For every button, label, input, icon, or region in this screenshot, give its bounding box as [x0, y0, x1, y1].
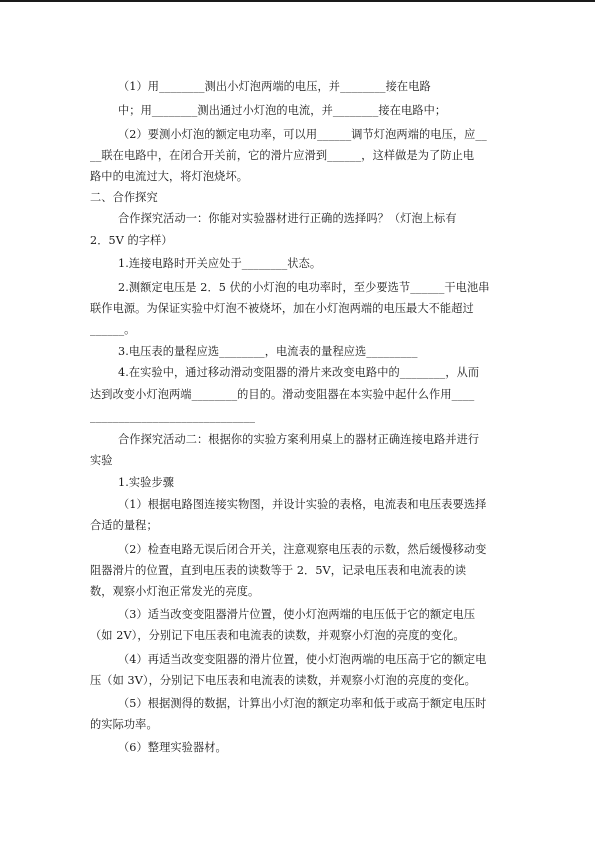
text-line: 数，观察小灯泡正常发光的亮度。	[90, 585, 260, 598]
text-line: （1）用________测出小灯泡两端的电压，并________接在电路	[118, 80, 431, 93]
text-line: （3）适当改变变阻器滑片位置，使小灯泡两端的电压低于它的额定电压	[118, 608, 476, 621]
text-line: 1.连接电路时开关应处于________状态。	[118, 257, 322, 270]
text-line: 联作电源。为保证实验中灯泡不被烧坏，加在小灯泡两端的电压最大不能超过	[90, 302, 474, 315]
text-line: （6）整理实验器材。	[118, 741, 227, 754]
text-line: （2）检查电路无误后闭合开关，注意观察电压表的示数，然后缓慢移动变	[118, 543, 487, 556]
text-line: ______。	[90, 323, 136, 336]
text-line: 2.测额定电压是 2．5 伏的小灯泡的电功率时，至少要选节______干电池串	[118, 281, 490, 294]
text-line: （1）根据电路图连接实物图，并设计实验的表格，电流表和电压表要选择	[118, 498, 487, 511]
text-line: 合作探究活动一：你能对实验器材进行正确的选择吗？（灯泡上标有	[118, 212, 457, 225]
text-line: 压（如 3V），分别记下电压表和电流表的读数，并观察小灯泡的亮度的变化。	[90, 674, 476, 687]
text-line: 阻器滑片的位置，直到电压表的读数等于 2．5V，记录电压表和电流表的读	[90, 564, 467, 577]
text-line: 3.电压表的量程应选________，电流表的量程应选_________	[118, 345, 418, 358]
text-line: 4.在实验中，通过移动滑动变阻器的滑片来改变电路中的________，从而	[118, 366, 480, 379]
text-line: 中；用________测出通过小灯泡的电流，并________接在电路中；	[118, 104, 447, 117]
text-line: 2．5V 的字样）	[90, 234, 173, 247]
text-line: 合作探究活动二：根据你的实验方案利用桌上的器材正确连接电路并进行	[118, 433, 480, 446]
text-line: 路中的电流过大，将灯泡烧坏。	[90, 170, 249, 183]
text-line: （如 2V），分别记下电压表和电流表的读数，并观察小灯泡的亮度的变化。	[90, 629, 465, 642]
text-line: 实验	[90, 454, 113, 467]
text-line: （5）根据测得的数据，计算出小灯泡的额定功率和低于或高于额定电压时	[118, 697, 487, 710]
blank-line: _____________________________	[90, 410, 256, 423]
text-line: （2）要测小灯泡的额定电功率，可以用______调节灯泡两端的电压，应__	[118, 128, 487, 141]
text-line: （4）再适当改变变阻器的滑片位置，使小灯泡两端的电压高于它的额定电	[118, 653, 487, 666]
text-line: 1.实验步骤	[118, 476, 175, 489]
section-heading: 二、合作探究	[90, 191, 158, 204]
text-line: __联在电路中，在闭合开关前，它的滑片应滑到______，这样做是为了防止电	[90, 149, 475, 162]
text-line: 合适的量程；	[90, 519, 158, 532]
text-line: 的实际功率。	[90, 718, 158, 731]
text-line: 达到改变小灯泡两端________的目的。滑动变阻器在本实验中起什么作用____	[90, 388, 475, 401]
